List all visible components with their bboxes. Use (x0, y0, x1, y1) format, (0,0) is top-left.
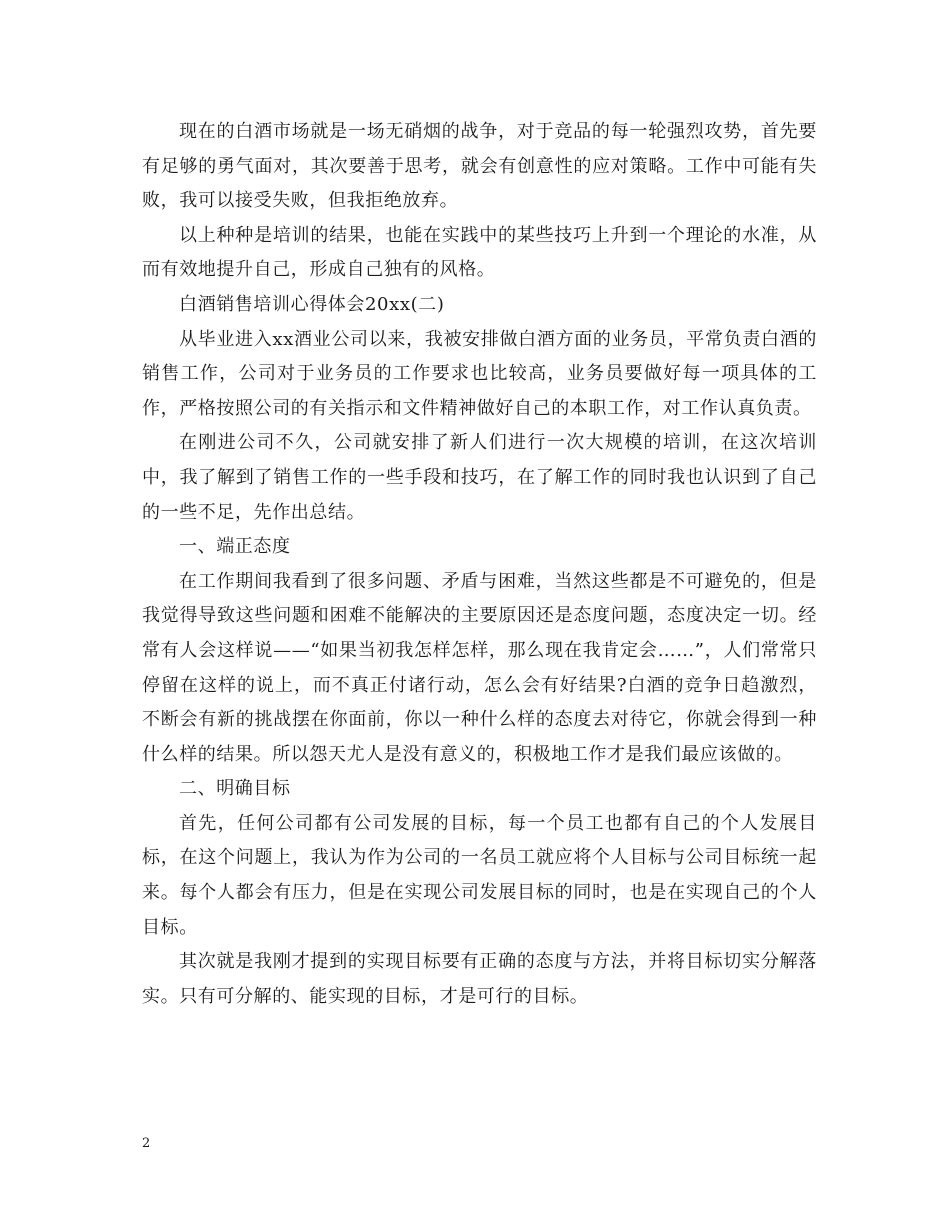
paragraph-market-war: 现在的白酒市场就是一场无硝烟的战争，对于竞品的每一轮强烈攻势，首先要有足够的勇气面对，其次要善于思考，就会有创意性的应对策略。工作中可能有失败，我可以接受失败，但我拒绝放弃。 (142, 121, 817, 212)
paragraph-goals-second: 其次就是我刚才提到的实现目标要有正确的态度与方法，并将目标切实分解落实。只有可分解的、能实现的目标，才是可行的目标。 (142, 951, 817, 1007)
paragraph-since-graduation: 从毕业进入xx酒业公司以来，我被安排做白酒方面的业务员，平常负责白酒的销售工作，公司对于业务员的工作要求也比较高，业务员要做好每一项具体的工作，严格按照公司的有关指示和文件精神做好自己的本职工作，对工作认真负责。 (142, 328, 817, 419)
heading-goals: 二、明确目标 (179, 778, 291, 800)
paragraph-training-intro: 在刚进公司不久，公司就安排了新人们进行一次大规模的培训，在这次培训中，我了解到了销售工作的一些手段和技巧，在了解工作的同时我也认识到了自己的一些不足，先作出总结。 (142, 432, 817, 523)
page-number: 2 (142, 1136, 151, 1151)
section-title: 白酒销售培训心得体会20xx(二) (179, 293, 445, 315)
paragraph-goals-first: 首先，任何公司都有公司发展的目标，每一个员工也都有自己的个人发展目标，在这个问题上，我认为作为公司的一名员工就应将个人目标与公司目标统一起来。每个人都会有压力，但是在实现公司发展目标的同时，也是在实现自己的个人目标。 (142, 812, 817, 938)
paragraph-training-result: 以上种种是培训的结果，也能在实践中的某些技巧上升到一个理论的水准，从而有效地提升自己，形成自己独有的风格。 (142, 224, 817, 281)
paragraph-attitude: 在工作期间我看到了很多问题、矛盾与困难，当然这些都是不可避免的，但是我觉得导致这些问题和困难不能解决的主要原因还是态度问题，态度决定一切。经常有人会这样说——“如果当初我怎样怎样，那么现在我肯定会……”，人们常常只停留在这样的说上，而不真正付诸行动，怎么会有好结果?白酒的竞争日趋激烈，不断会有新的挑战摆在你面前，你以一种什么样的态度去对待它，你就会得到一种什么样的结果。所以怨天尤人是没有意义的，积极地工作才是我们最应该做的。 (142, 570, 817, 765)
heading-attitude: 一、端正态度 (179, 536, 291, 558)
document-body (142, 115, 817, 1014)
